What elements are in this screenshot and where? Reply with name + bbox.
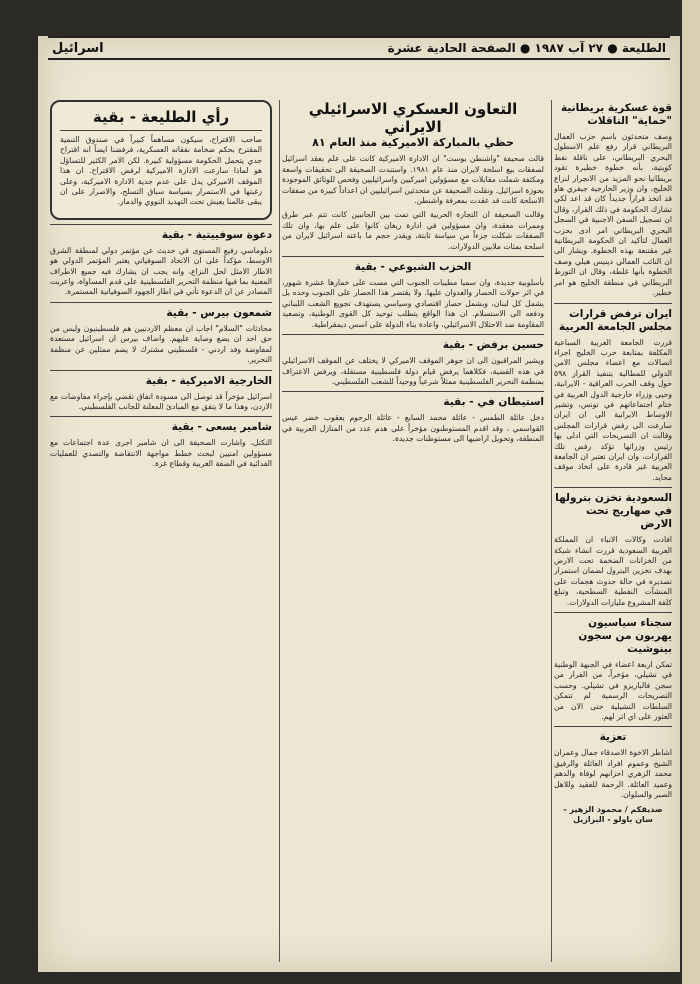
article-title: تعزية: [599, 731, 627, 744]
header-section: اسرائيل: [52, 40, 104, 56]
signature: صديقكم / محمود الزهير - سان باولو - البرازيل: [563, 804, 663, 824]
article-body: محادثات "السلام" اجاب ان معظم الاردنيين هم فلسطينيون وليس من حق احد ان يضع وصاية عليهم. واضاف بيرس ان اسرائيل مستعدة لمفاوضة وفد اردني - فلسطيني مشترك لا يضم ممثلين عن منظمة التحرير.: [50, 323, 272, 365]
header-title: الطليعة ● ٢٧ آب ١٩٨٧ ● الصفحة الحادية عشرة: [387, 41, 666, 55]
article-title: حسين برفض - بقية: [442, 339, 544, 352]
next-page-edge: [682, 0, 700, 984]
article-title: الخارجية الاميركية - بقية: [145, 374, 272, 387]
article-title: ايران ترفض قرارات مجلس الجامعة العربية: [559, 307, 672, 333]
article-title: الحزب الشيوعي - بقية: [354, 261, 472, 274]
article-title: شمعون بيرس - بقية: [166, 306, 272, 319]
article-body: دخل عائلة الطمس - عائلة محمد السابع - عائلة الرحوم يعقوب خضر عيس القواسمي ، وقد اقدم المستوطنون مؤخراً على هدم عدد من المنازل العربية في المنطقة، وتحويل اراضيها الى مستوطنات جديدة.: [282, 413, 544, 444]
middle-column: [282, 100, 544, 962]
article-body: افادت وكالات الانباء ان المملكة العربية السعودية قررت انشاء شبكة من الخزانات الضخمة تحت الارض بهدف تخزين البترول لضمان استمرار تصديره في حالة حدوث هجمات على المنشآت النفطية السطحية، وتبلغ كلفة المشروع مليارات الدولارات.: [554, 535, 672, 607]
article-body: وصف متحدثون باسم حزب العمال البريطاني قرار رفع علم الاسطول البحري البريطاني، على ناقلة نفط كويتية، بأنه خطوة خطيرة تقود بريطانيا نحو المزيد من الانجرار لنزاع الخليج، وان وزير الخارجية جيفري هاو قد اتخذ قراراً جديداً كان قد اعد لكي تشارك الحكومة في ذلك القرار، وقال ان تسجيل السفن الاجنبية في السجل البحري البريطاني امر ادى بحزب العمال لتأكيد ان الحكومة البريطانية غير مقتنعة بهذه الخطوة. ويشار الى ان النائب العمالي دينيس هيلي وصف الخطوة بأنها غلطة، وقال ان التورط البريطاني في منطقة الخليج هو امر خطير.: [554, 132, 672, 298]
editorial-title: رأي الطليعة - بقية: [92, 108, 230, 126]
article-title: دعوة سوفييتية - بقية: [161, 228, 272, 241]
column-divider: [279, 100, 280, 962]
article-body: وقالت الصحيفة ان التجارة الحربية التي تمت بين الجانبين كانت تتم عبر طرق وممرات معقدة، وان مسؤولين في ادارة ريغان كانوا على علم بها، وان تلك الصفقات شكلت جزءاً من سياسة ثابتة، ويقدر حجم ما باعته اسرائيل لايران من اسلحة بمئات ملايين الدولارات.: [282, 210, 544, 251]
editorial-box: [50, 100, 272, 220]
article-body: قررت الجامعة العربية السباعية المكلفة بمتابعة حرب الخليج اجراء اتصالات مع اعضاء مجلس الامن الدولي للمطالبة بتنفيذ القرار ٥٩٨ حول وقف الحرب العراقية - الايرانية، وحيى وزراء خارجية الدول العربية في ختام اجتماعاتهم في تونس، وتشير الاوساط الايرانية الى ان ايران سارعت الى رفض قرارات المجلس وقالت ان التصريحات التي ادلى بها رئيس وزرائها تؤكد رفض تلك القرارات، وان ايران تعتبر ان الجامعة العربية غير قادرة على اتخاذ موقف محايد.: [554, 337, 672, 482]
article-title: شامير يسعى - بقية: [171, 421, 272, 434]
editorial-body: صاحب الاقتراح، سيكون مساهماً كبيراً في صندوق التنمية المقترح بحكم ضخامة نفقاته العسكرية، فرفضنا ايضاً انه اقتراح جدي يتحمل الحكومة مسؤولية كبيرة. لكن الامر الكثير للتساؤل هو لماذا سارعت الادارة الاميركية لرفض الاقتراح. ان هذا الموقف الاميركي يدل على عدم جدية الادارة الاميركية، وعلى رغبتها في الاستمرار بسياسة سباق التسلح، والاصرار على ان يبقى عالمنا يعيش تحت التهديد النووي والدمار.: [60, 135, 262, 207]
main-subheadline: حظي بالمباركة الاميركية منذ العام ٨١: [312, 136, 514, 149]
left-column: [50, 100, 272, 962]
article-body: التكتل، واشارت الصحيفة الى ان شامير اجرى عدة اجتماعات مع مسؤولين امنيين لبحث خطط مواجهة الانتفاضة والتصدي للعمليات الفدائية في الضفة الغربية وقطاع غزة.: [50, 438, 272, 469]
article-title: قوة عسكرية بريطانية "حماية" الناقلات: [561, 102, 672, 127]
article-body: ويشير المراقبون الى ان جوهر الموقف الاميركي لا يختلف عن الموقف الاسرائيلي في هذه القضية، فكلاهما يرفض قيام دولة فلسطينية مستقلة، ويرفض الاعتراف بمنظمة التحرير الفلسطينية ممثلاً شرعياً ووحيداً للشعب الفلسطيني.: [282, 356, 544, 386]
article-body: اشاطر الاخوة الاصدقاء جمال وعمران الشيخ وعموم افراد العائلة والرفيق محمد الزهري احزانهم لوفاة والدهم وعميد العائلة. الرحمة للفقيد وللاهل الصبر والسلوان.: [554, 748, 672, 800]
newspaper-page: [38, 36, 680, 972]
article-title: السعودية تخزن بترولها في صهاريج تحت الارض: [555, 492, 672, 531]
article-title: سجناء سياسيون يهربون من سجون بينوشيت: [578, 617, 672, 656]
article-body: قالت صحيفة "واشنطن بوست" ان الادارة الاميركية كانت على علم بعقد اسرائيل لصفقات بيع اسلحة لايران منذ عام ١٩٨١. واستندت الصحيفة الى تحقيقات واسعة ومكثفة شملت مقابلات مع مسؤولين اميركيين واسرائيليين وفحص للوثائق الموجودة بحوزة اسرائيل. ونقلت الصحيفة عن متحدثين اسرائيليين ان اعداداً كبيرة من صفقات الاسلحة كانت قد عقدت بمعرفة واشنطن.: [282, 154, 544, 206]
article-body: بأسلوبية جديدة، وان سميا مطيبات الجنوب التي مست على خمارها عشرة شهور، في اثر حولات الحصار والعدوان عليها. ولا يقتصر هذا الحصار على الجنوب وحده بل يشمل كل لبنان، وبشمل حصار اقتصادي وسياسي يستهدف تجويع الشعب اللبناني ودفعه الى الاستسلام. ان هذا الواقع يتطلب توحيد كل القوى الوطنية، وتصعيد المقاومة ضد الاحتلال الاسرائيلي، واعادة بناء الدولة على اسس ديمقراطية.: [282, 278, 544, 329]
article-title: استيطان في - بقية: [443, 396, 544, 409]
article-body: اسرائيل مؤخراً قد توصل الى مسودة اتفاق تقضي بإجراء مفاوضات مع الاردن، وهذا ما لا يتفق مع المبادئ المعلنة للجانب الفلسطيني.: [50, 391, 272, 411]
article-body: تمكن اربعة اعضاء في الجبهة الوطنية في تشيلي، مؤخراً، من الفرار من سجن فالباريزو في تشيلي. وحسب التصريحات الرسمية لم تتمكن السلطات التشيلية حتى الان من العثور على اي اثر لهم.: [554, 660, 672, 722]
page-header: [48, 36, 670, 60]
article-body: دبلوماسي رفيع المستوى في حديث عن مؤتمر دولي لمنطقة الشرق الاوسط، مؤكداً على ان الاتحاد السوفياتي يعتبر المؤتمر الدولي هو الاطار الامثل لحل النزاع، وانه يجب ان يشارك فيه جميع الاطراف المعنية بما فيها منظمة التحرير الفلسطينية على قدم المساواة، واعربت المصادر عن ان الدعوة تأتي في اطار الجهود السوفياتية المستمرة.: [50, 245, 272, 297]
main-headline: التعاون العسكري الاسرائيلي الايراني: [308, 100, 518, 136]
column-divider: [551, 100, 552, 962]
right-column: [554, 100, 672, 962]
